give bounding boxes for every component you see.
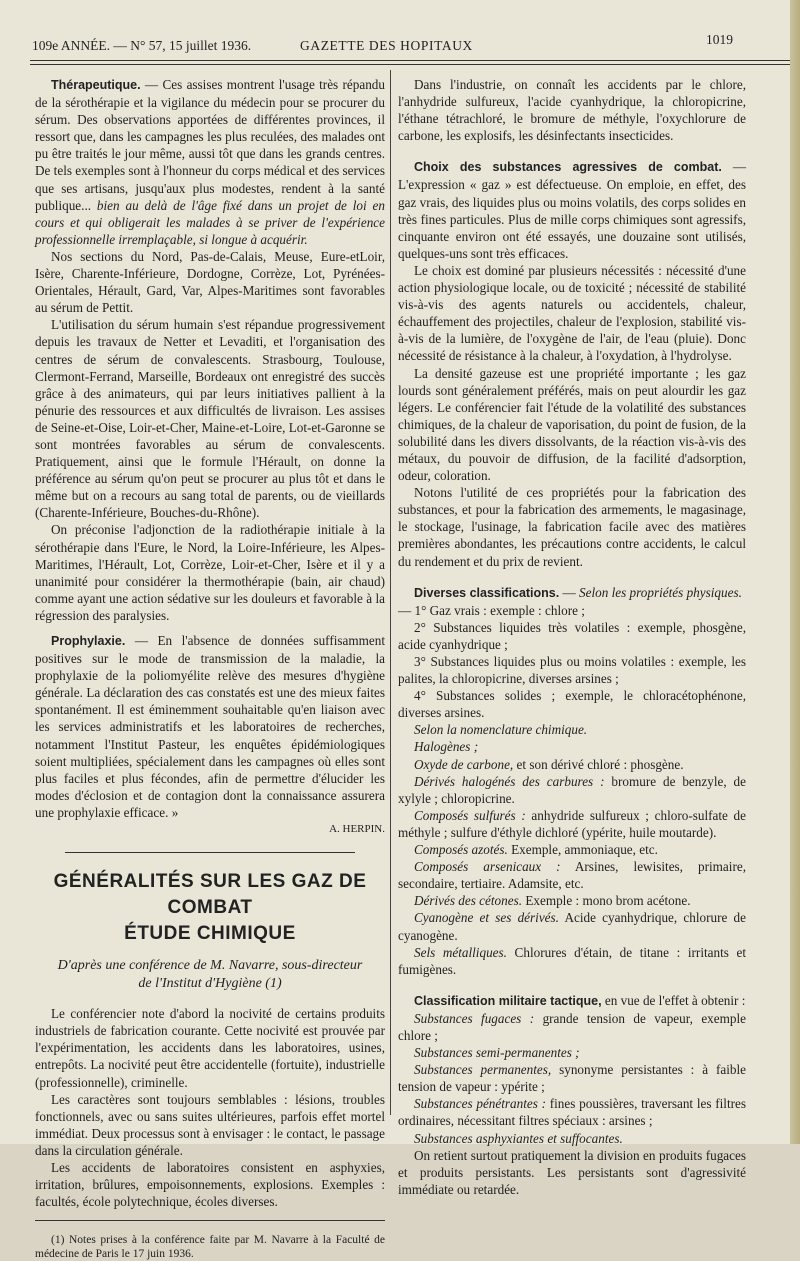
military-paragraph: Classification militaire tactique, en vue de l'effet à obtenir : <box>414 992 746 1008</box>
paragraph: La densité gazeuse est une propriété importante ; les gaz lourds sont généralement préférés, mais on peut alourdir les gaz légers. Le conférencier fait l'étude de la volatilité des substances chimiques, de la chaleur de vaporisation, du point de fusion, de la solubilité dans les divers dissolvants, de la réaction vis-à-vis des métaux, du pouvoir de diffusion, de la facilité d'adsorption, odeur, coloration. <box>398 365 746 484</box>
paragraph: Nos sections du Nord, Pas-de-Calais, Meuse, Eure-etLoir, Isère, Charente-Inférieure, Dordogne, Corrèze, Lot, Pyrénées-Orientales, Hérault, Gard, Var, Alpes-Maritimes sont favorables au sérum de Pettit. <box>35 248 385 316</box>
paragraph: Le conférencier note d'abord la nocivité de certains produits industriels de fabrication courante. Cette nocivité est prouvée par l'expérimentation, les accidents dans les laboratoires, usines, entrepôts. La nocivité peut être accidentelle (fortuite), industrielle (professionnelle), criminelle. <box>35 1006 385 1090</box>
list-item: Substances fugaces : grande tension de vapeur, exemple chlore ; <box>398 1010 746 1043</box>
list-item: Dérivés des cétones. Exemple : mono brom acétone. <box>414 893 691 909</box>
list-item: Substances pénétrantes : fines poussières, traversant les filtres ordinaires, nécessitant filtres spéciaux : arsines ; <box>398 1096 746 1129</box>
column-divider <box>390 70 391 1115</box>
footnote-rule <box>35 1220 385 1221</box>
paragraph: On préconise l'adjonction de la radiothérapie initiale à la sérothérapie dans l'Eure, le Nord, la Loire-Inférieure, les Alpes-Maritimes, l'Hérault, Lot, Corrèze, Loir-et-Cher, Isère et il y a unanimité pour considérer la thermothérapie (bain, air chaud) comme ayant une action sédative sur les douleurs et favorable à la régression des paralysies. <box>35 522 385 623</box>
paragraph: Notons l'utilité de ces propriétés pour la fabrication des substances, et pour la fabrication des armements, le magasinage, le stockage, l'usinage, la fabrication facile avec des matières premières abondantes, les précautions contre accidents, le calcul du rendement et du prix de revient. <box>398 485 746 569</box>
list-item: Cyanogène et ses dérivés. Acide cyanhydrique, chlorure de cyanogène. <box>398 910 746 943</box>
paragraph: Le choix est dominé par plusieurs nécessités : nécessité d'une action physiologique locale, ou de toxicité ; nécessité de stabilité vis-à-vis des agents naturels ou accidentels, chaleur, échauffement des projectiles, chaleur de l'explosion, stabilité vis-à-vis de la lumière, de l'oxygène de l'air, de l'eau (pluie). Donc nécessité de résistance à la chaleur, à l'oxydation, à l'hydrolyse. <box>398 262 746 364</box>
article-title-line-2: ÉTUDE CHIMIQUE <box>124 923 296 945</box>
list-item: Halogènes ; <box>414 739 479 755</box>
article-subtitle: D'après une conférence de M. Navarre, sous-directeur de l'Institut d'Hygiène (1) <box>57 958 363 992</box>
header-rule <box>30 60 790 61</box>
classification-paragraph: Diverses classifications. — Selon les propriétés physiques. <box>414 584 742 600</box>
list-item: Substances permanentes, synonyme persistantes : à faible tension de vapeur : ypérite ; <box>398 1062 746 1095</box>
page-number: 1019 <box>706 32 733 47</box>
footnote: (1) Notes prises à la conférence faite par M. Navarre à la Faculté de médecine de Paris le 17 juin 1936. <box>35 1234 385 1261</box>
list-item: Oxyde de carbone, et son dérivé chloré : phosgène. <box>414 756 684 772</box>
list-item: 3° Substances liquides plus ou moins volatiles : exemple, les palites, la chloropicrine, diverses arsines ; <box>398 654 746 687</box>
article-separator <box>65 852 355 853</box>
section-heading: Prophylaxie. <box>51 634 126 648</box>
list-item: Substances semi-permanentes ; <box>414 1045 580 1061</box>
signature: A. HERPIN. <box>329 823 385 836</box>
section-heading: Choix des substances agressives de combat. <box>414 160 722 175</box>
list-item: Composés arsenicaux : Arsines, lewisites, primaire, secondaire, tertiaire. Adamsite, etc. <box>398 859 746 892</box>
journal-title: GAZETTE DES HOPITAUX <box>300 38 473 53</box>
section-heading: Thérapeutique. <box>51 78 141 92</box>
list-item: 2° Substances liquides très volatiles : exemple, phosgène, acide cyanhydrique ; <box>398 619 746 652</box>
prophylaxie-paragraph: Prophylaxie. — En l'absence de données suffisamment positives sur le mode de transmission de la maladie, la prophylaxie de la poliomyélite relève des mesures d'hygiène générale. La déclaration des cas constatés est une des mieux faites spontanément. Il est éminemment souhaitable qu'en liaison avec les services administratifs et les laboratoires de recherches, notamment l'Institut Pasteur, les enquêtes épidémiologiques soient multipliées, spécialement dans les campagnes où elles sont plus faciles et plus fécondes, afin de permettre d'élucider les modes d'éclosion et de contagion dont la connaissance assurera une prophylaxie efficace. » <box>35 633 385 820</box>
choix-paragraph: Choix des substances agressives de combat. — L'expression « gaz » est défectueuse. On emploie, en effet, des gaz vrais, des liquides plus ou moins volatils, des corps solides en très fines particules. Plus de mille corps chimiques sont agressifs, cinquante environ ont été essayés, une douzaine sont utilisés, quelques-uns sont très efficaces. <box>398 159 747 261</box>
right-column <box>398 76 746 1198</box>
issue-line: 109e ANNÉE. — N° 57, 15 juillet 1936. <box>32 38 252 53</box>
list-item: Composés sulfurés : anhydride sulfureux ; chloro-sulfate de méthyle ; sulfure d'éthyle dichloré (ypérite, huile moutarde). <box>398 807 746 840</box>
article-title: GÉNÉRALITÉS SUR LES GAZ DE COMBAT <box>53 871 367 919</box>
header-rule-double <box>30 64 790 65</box>
left-column <box>35 76 385 1261</box>
list-item: 4° Substances solides ; exemple, le chloracétophénone, diverses arsines. <box>398 688 746 721</box>
paragraph: On retient surtout pratiquement la division en produits fugaces et produits persistants. Les persistants sont d'agressivité immédiate ou retardée. <box>398 1147 746 1197</box>
page-edge <box>790 0 800 1144</box>
list-item: Sels métalliques. Chlorures d'étain, de titane : irritants et fumigènes. <box>398 944 747 977</box>
paragraph: Les accidents de laboratoires consistent en asphyxies, irritation, brûlures, empoisonnements, explosions. Exemples : facultés, école polytechnique, écoles diverses. <box>35 1159 385 1210</box>
therapeutique-paragraph: Thérapeutique. — Ces assises montrent l'usage très répandu de la sérothérapie et la vigilance du médecin pour se procurer du sérum. Des observations apportées de différentes provinces, il ressort que, dans les campagnes les plus reculées, des malades ont pu être traités le jour même, aussi tôt que dans les grands centres. De tels exemples sont à l'honneur du corps médical et des services que ses artisans, jusqu'aux plus modestes, rendent à la santé publique... bien au delà de l'âge fixé dans un projet de loi en cours et qui obligerait les malades à se priver de l'expérience professionnelle irremplaçable, si longue à acquérir. <box>35 77 386 247</box>
subheading: Selon la nomenclature chimique. <box>414 722 588 738</box>
section-heading: Classification militaire tactique, <box>414 993 602 1008</box>
list-item: Substances asphyxiantes et suffocantes. <box>414 1130 623 1146</box>
list-item: — 1° Gaz vrais : exemple : chlore ; <box>398 602 585 618</box>
list-item: Composés azotés. Exemple, ammoniaque, etc. <box>414 842 658 858</box>
paragraph: Les caractères sont toujours semblables : lésions, troubles fonctionnels, avec ou sans suites ultérieures, parfois effet mortel immédiat. Deux processus sont à envisager : le contact, le passage dans la circulation générale. <box>35 1091 385 1158</box>
paragraph: Dans l'industrie, on connaît les accidents par le chlore, l'anhydride sulfureux, l'acide cyanhydrique, la chloropicrine, l'éthane tétrachloré, le bromure de méthyle, l'oxychlorure de carbone, les explosifs, les désinfectants insecticides. <box>398 77 746 144</box>
section-heading: Diverses classifications. <box>414 585 560 600</box>
paragraph: L'utilisation du sérum humain s'est répandue progressivement depuis les travaux de Netter et Levaditi, et l'organisation des centres de sérum de convalescents. Strasbourg, Toulouse, Clermont-Ferrand, Marseille, Bordeaux ont enregistré des succès grâce à des animateurs, qui par leurs initiatives pallient à la pénurie des ressources et aux difficultés de livraison. Les assises de Seine-et-Oise, Loir-et-Cher, Maine-et-Loire, Lot-et-Garonne se sont montrées favorables au sérum de convalescents. Pratiquement, ainsi que le formule l'Hérault, on donne la préférence au sérum qu'on peut se procurer au plus tôt et dans le même but on a recours au sang total de parents, ou de vieillards (Charente-Inférieure, Bouches-du-Rhône). <box>35 317 385 521</box>
list-item: Dérivés halogénés des carbures : bromure de benzyle, de xylyle ; chloropicrine. <box>398 773 746 806</box>
